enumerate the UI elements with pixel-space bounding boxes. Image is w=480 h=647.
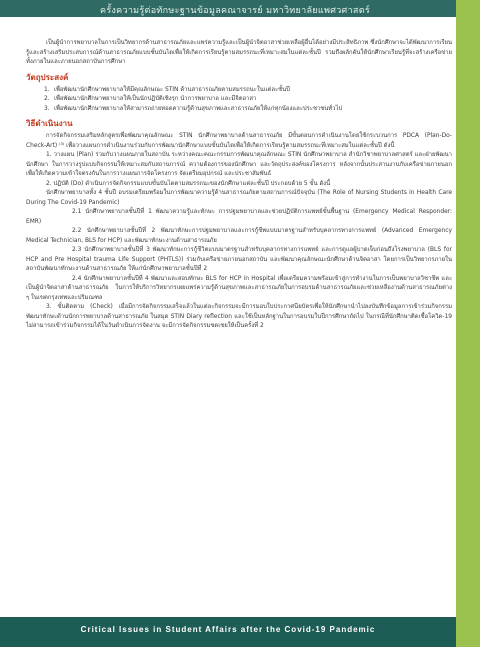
method-substep-year3: 2.3 นักศึกษาพยาบาลชั้นปีที่ 3 พัฒนาทักษะการกู้ชีวิตแบบมาตรฐานสำหรับบุคลากรทางการแพทย์ และการดูแลผู้บาดเจ็บก่อนถึงโรงพยาบาล (BLS for HCP and Pre Hospital trauma Life Support (PHTLS)) ร่วมกับเครือข่ายภายนอกสถาบัน และพัฒนาคุณลักษณะนักศึกษาด้านจิตอาสา โดยการเป็นวิทยากรภายในสถาบันพัฒนาทักษะงานด้านสาธารณภัย ให้แก่นักศึกษาพยาบาลชั้นปีที่ 2 — [26, 247, 452, 272]
document-body — [26, 39, 452, 332]
footer-title: Critical Issues in Student Affairs after the Covid-19 Pandemic — [80, 625, 376, 634]
objective-number: 1. — [44, 86, 50, 93]
intro-paragraph: เป็นผู้นำการพยาบาลในการเป็นวิทยากรด้านสาธารณภัยและแพร่ความรู้และเป็นผู้นำจิตอาสาช่วยเหลือผู้อื่นได้อย่างมีประสิทธิภาพ ซึ่งนักศึกษาจะได้พัฒนาการเรียนรู้และสร้างเสริมประสบการณ์ด้านสาธารณภัยแบบชั้นบันไดเพื่อให้เกิดการเรียนรู้ตามสมรรถนะที่เหมาะสมในแต่ละชั้นปี รวมถึงผลักดันให้นักศึกษาเรียนรู้ที่จะสร้างเครือข่ายทั้งภายในและภายนอกสถาบันการศึกษา — [26, 40, 452, 65]
method-step-do-detail: นักศึกษาพยาบาลทั้ง 4 ชั้นปี อบรมเตรียมพร้อมในการพัฒนาความรู้ด้านสาธารณภัยตามสถานการณ์ปัจจุบัน (The Role of Nursing Students in Health Care During The Covid-19 Pandemic) — [26, 190, 452, 206]
method-paragraph: การจัดกิจกรรมเสริมหลักสูตรเพื่อพัฒนาคุณลักษณะ STIN นักศึกษาพยาบาลด้านสาธารณภัย มีขั้นตอนการดำเนินงานโดยใช้กระบวนการ PDCA (Plan-Do-Check-Art) ⁽³⁾ เพื่อวางแผนการดำเนินงานร่วมกับการพัฒนานักศึกษาแบบขั้นบันไดเพื่อให้เกิดการเรียนรู้ตามสมรรถนะที่เหมาะสมในแต่ละชั้นปี ดังนี้ — [26, 133, 452, 149]
document-page — [15, 17, 456, 617]
objective-item — [26, 86, 452, 96]
objective-item — [26, 105, 452, 115]
objectives-heading: วัตถุประสงค์ — [26, 72, 69, 82]
objective-number: 3. — [44, 105, 50, 112]
objective-number: 2. — [44, 96, 50, 102]
method-substep-year2: 2.2 นักศึกษาพยาบาลชั้นปีที่ 2 พัฒนาทักษะการปฐมพยาบาลและการกู้ชีพแบบมาตรฐานสำหรับบุคลากรทางการแพทย์ (Advanced Emergency Medical Technician, BLS for HCP) และพัฒนาทักษะงานด้านสาธารณภัย — [26, 228, 452, 244]
method-step-plan: 1. วางแผน (Plan) ร่วมกับวางแผนภายในสถาบัน ระหว่างคณะคณะกรรมการพัฒนาคุณลักษณะ STIN นักศึกษาพยาบาล สำนักวิชาพยาบาลศาสตร์ และฝ่ายพัฒนานักศึกษา ในการวางรูปแบบกิจกรรมให้เหมาะสมกับสถานการณ์ ความต้องการของนักศึกษา และวัตถุประสงค์ของโครงการ หลังจากนั้นประสานงานกับเครือข่ายภายนอก เพื่อให้เกิดความเข้าใจตรงกันในการวางแผนการจัดโครงการ จัดเตรียมอุปกรณ์ และประชาสัมพันธ์ — [26, 152, 452, 177]
method-substep-year4: 2.4 นักศึกษาพยาบาลชั้นปีที่ 4 พัฒนาและสอบทักษะ BLS for HCP in Hospital เพื่อเตรียมความพร้อมเข้าสู่การทำงานในการเป็นพยาบาลวิชาชีพ และเป็นผู้นำจิตอาสาด้านสาธารณภัย ในการให้บริการวิทยากรเผยแพร่ความรู้ด้านสุขภาพและสาธารณภัยในการอบรมด้านสาธารณภัยและช่วยเหลืองานด้านสาธารณภัยต่าง ๆ ในเขตกรุงเทพและปริมณฑล — [26, 275, 452, 301]
method-step-check: 3. ขั้นติดตาม (Check) เมื่อมีการจัดกิจกรรมเสร็จแล้วในแต่ละกิจกรรมจะมีการมอบใบประกาศนียบัตรเพื่อให้นักศึกษานำไปลงบันทึกข้อมูลการเข้าร่วมกิจกรรมพัฒนาทักษะด้านนักการพยาบาลด้านสาธารณภัย ในสมุด STIN Diary reflection และใช้เป็นหลักฐานในการอบรมในปีการศึกษาถัดไป ในกรณีที่นักศึกษาติดเชื้อโควิด-19 ไม่สามารถเข้าร่วมกิจกรรมได้ในวันดำเนินการจัดงาน จะมีการจัดกิจกรรมชดเชยให้เป็นครั้งที่ 2 — [26, 304, 452, 329]
side-accent-band — [456, 0, 480, 647]
objective-item — [26, 95, 452, 105]
method-heading: วิธีดำเนินงาน — [26, 119, 73, 128]
objective-text: เพื่อพัฒนานักศึกษาพยาบาลให้มีคุณลักษณะ STIN ด้านสาธารณภัยตามสมรรถนะในแต่ละชั้นปี — [54, 86, 290, 93]
method-step-do: 2. ปฏิบัติ (Do) ดำเนินการจัดกิจกรรมแบบขั้นบันไดตามสมรรถนะของนักศึกษาแต่ละชั้นปี ประกอบด้วย 5 ขั้น ดังนี้ — [46, 180, 331, 187]
header-band — [0, 0, 480, 17]
header-text: ครั้งความรู้ต่อทักษะฐานข้อมูลคณาจารย์ มหาวิทยาลัยแพศวศาสตร์ — [100, 6, 370, 16]
objective-text: เพื่อพัฒนานักศึกษาพยาบาลให้สามารถถ่ายทอดความรู้ด้านสุขภาพและสาธารณภัยให้แก่ทุกน้องและประชาชนทั่วไป — [54, 105, 343, 112]
method-substep-year1: 2.1 นักศึกษาพยาบาลชั้นปีที่ 1 พัฒนาความรู้และทักษะ การปฐมพยาบาลและช่วยปฏิบัติการแพทย์ขั้นพื้นฐาน (Emergency Medical Responder: EMR) — [26, 209, 452, 225]
objective-text: เพื่อพัฒนานักศึกษาพยาบาลให้เป็นนักปฏิบัติเชิงรุก นำการพยาบาล และมีจิตอาสา — [54, 96, 257, 102]
footer-band — [0, 617, 456, 647]
